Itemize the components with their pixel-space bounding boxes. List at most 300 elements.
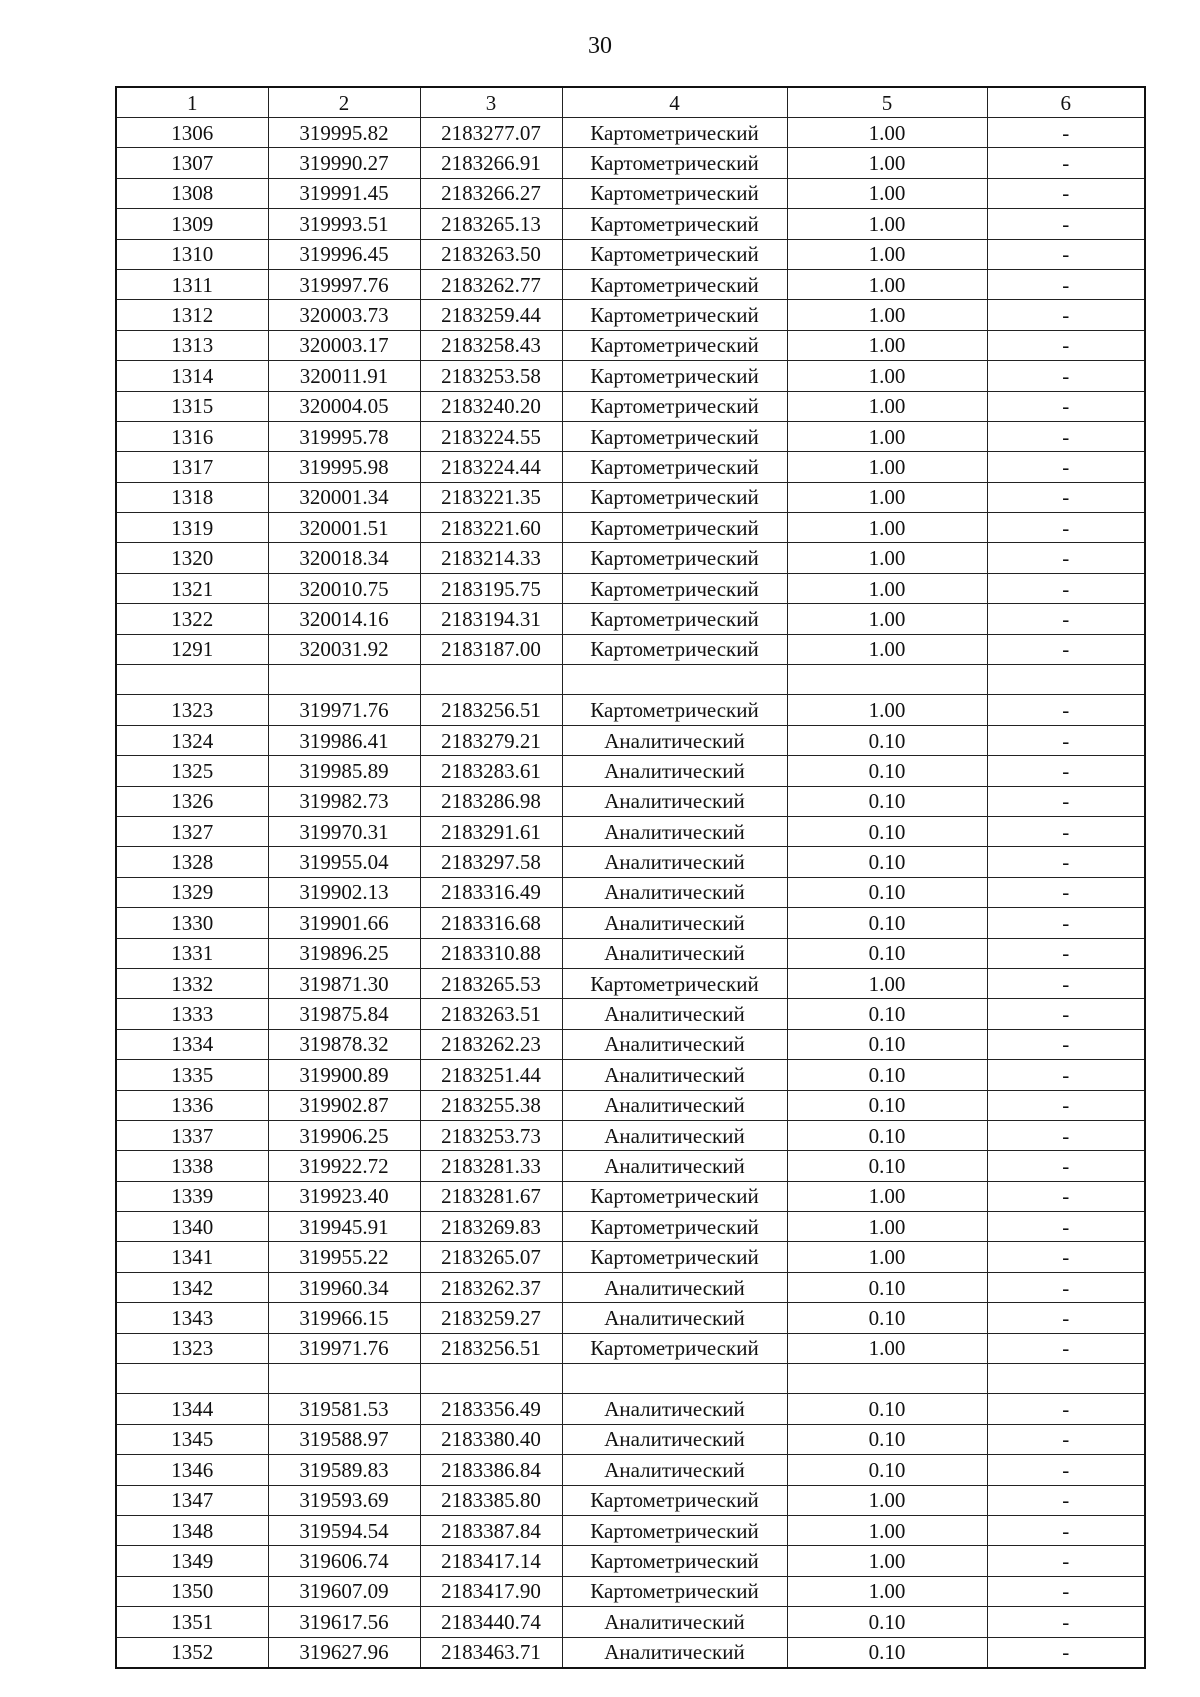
- description-cell: -: [987, 1303, 1145, 1333]
- description-cell: -: [987, 968, 1145, 998]
- x-coordinate-cell: 319902.13: [268, 877, 420, 907]
- accuracy-cell: 0.10: [787, 1090, 987, 1120]
- table-row: [116, 999, 1145, 1029]
- method-cell: Аналитический: [562, 1637, 787, 1668]
- x-coordinate-cell: 319995.98: [268, 452, 420, 482]
- page-number: 30: [588, 33, 612, 59]
- description-cell: -: [987, 938, 1145, 968]
- point-number-cell: 1317: [116, 452, 268, 482]
- point-number-cell: 1324: [116, 725, 268, 755]
- y-coordinate-cell: 2183259.27: [420, 1303, 562, 1333]
- table-row: [116, 1515, 1145, 1545]
- accuracy-cell: 1.00: [787, 1333, 987, 1363]
- description-cell: -: [987, 1090, 1145, 1120]
- method-cell: Аналитический: [562, 938, 787, 968]
- x-coordinate-cell: 319960.34: [268, 1272, 420, 1302]
- y-coordinate-cell: 2183240.20: [420, 391, 562, 421]
- method-cell: Аналитический: [562, 999, 787, 1029]
- point-number-cell: 1346: [116, 1455, 268, 1485]
- y-coordinate-cell: 2183251.44: [420, 1060, 562, 1090]
- point-number-cell: 1309: [116, 209, 268, 239]
- x-coordinate-cell: 319971.76: [268, 695, 420, 725]
- method-cell: Аналитический: [562, 877, 787, 907]
- x-coordinate-cell: 320011.91: [268, 361, 420, 391]
- y-coordinate-cell: 2183281.33: [420, 1151, 562, 1181]
- description-cell: -: [987, 877, 1145, 907]
- table-row: [116, 1242, 1145, 1272]
- table-row: [116, 482, 1145, 512]
- table-row: [116, 118, 1145, 148]
- accuracy-cell: 0.10: [787, 908, 987, 938]
- y-coordinate-cell: 2183221.35: [420, 482, 562, 512]
- table-row: [116, 573, 1145, 603]
- point-number-cell: 1291: [116, 634, 268, 664]
- description-cell: -: [987, 178, 1145, 208]
- table-row: [116, 452, 1145, 482]
- x-coordinate-cell: 319995.78: [268, 421, 420, 451]
- accuracy-cell: 1.00: [787, 178, 987, 208]
- accuracy-cell: 1.00: [787, 209, 987, 239]
- x-coordinate-cell: 319594.54: [268, 1515, 420, 1545]
- y-coordinate-cell: 2183265.07: [420, 1242, 562, 1272]
- y-coordinate-cell: 2183380.40: [420, 1424, 562, 1454]
- x-coordinate-cell: 320001.51: [268, 513, 420, 543]
- description-cell: -: [987, 1394, 1145, 1424]
- point-number-cell: 1328: [116, 847, 268, 877]
- x-coordinate-cell: 319922.72: [268, 1151, 420, 1181]
- table-row: [116, 877, 1145, 907]
- method-cell: Картометрический: [562, 543, 787, 573]
- accuracy-cell: 1.00: [787, 543, 987, 573]
- table-row: [116, 391, 1145, 421]
- accuracy-cell: 1.00: [787, 695, 987, 725]
- table-row: [116, 1485, 1145, 1515]
- x-coordinate-cell: 319955.22: [268, 1242, 420, 1272]
- method-cell: Аналитический: [562, 786, 787, 816]
- description-cell: -: [987, 421, 1145, 451]
- point-number-cell: 1312: [116, 300, 268, 330]
- column-header: 4: [562, 87, 787, 118]
- y-coordinate-cell: 2183256.51: [420, 1333, 562, 1363]
- method-cell: [562, 665, 787, 695]
- accuracy-cell: [787, 1364, 987, 1394]
- table-row: [116, 938, 1145, 968]
- accuracy-cell: 1.00: [787, 118, 987, 148]
- point-number-cell: 1329: [116, 877, 268, 907]
- description-cell: -: [987, 1455, 1145, 1485]
- method-cell: Картометрический: [562, 148, 787, 178]
- y-coordinate-cell: 2183259.44: [420, 300, 562, 330]
- table-row: [116, 513, 1145, 543]
- description-cell: -: [987, 209, 1145, 239]
- accuracy-cell: 1.00: [787, 1576, 987, 1606]
- x-coordinate-cell: 319970.31: [268, 816, 420, 846]
- y-coordinate-cell: 2183266.27: [420, 178, 562, 208]
- x-coordinate-cell: 319993.51: [268, 209, 420, 239]
- x-coordinate-cell: 319588.97: [268, 1424, 420, 1454]
- table-row: [116, 148, 1145, 178]
- accuracy-cell: 1.00: [787, 573, 987, 603]
- table-row: [116, 908, 1145, 938]
- accuracy-cell: 0.10: [787, 725, 987, 755]
- table-row: [116, 1212, 1145, 1242]
- table-row: [116, 361, 1145, 391]
- method-cell: Картометрический: [562, 178, 787, 208]
- accuracy-cell: 1.00: [787, 1546, 987, 1576]
- x-coordinate-cell: 319991.45: [268, 178, 420, 208]
- y-coordinate-cell: 2183253.58: [420, 361, 562, 391]
- method-cell: Картометрический: [562, 118, 787, 148]
- y-coordinate-cell: 2183417.90: [420, 1576, 562, 1606]
- description-cell: -: [987, 1333, 1145, 1363]
- accuracy-cell: 0.10: [787, 786, 987, 816]
- y-coordinate-cell: 2183258.43: [420, 330, 562, 360]
- table-row: [116, 1576, 1145, 1606]
- x-coordinate-cell: 319607.09: [268, 1576, 420, 1606]
- point-number-cell: 1320: [116, 543, 268, 573]
- method-cell: Аналитический: [562, 1060, 787, 1090]
- point-number-cell: 1318: [116, 482, 268, 512]
- y-coordinate-cell: 2183277.07: [420, 118, 562, 148]
- description-cell: -: [987, 1212, 1145, 1242]
- y-coordinate-cell: 2183263.51: [420, 999, 562, 1029]
- description-cell: -: [987, 543, 1145, 573]
- y-coordinate-cell: 2183385.80: [420, 1485, 562, 1515]
- point-number-cell: 1340: [116, 1212, 268, 1242]
- table-row: [116, 1424, 1145, 1454]
- table-row: [116, 1060, 1145, 1090]
- description-cell: -: [987, 300, 1145, 330]
- column-header: 2: [268, 87, 420, 118]
- accuracy-cell: 0.10: [787, 1060, 987, 1090]
- description-cell: -: [987, 482, 1145, 512]
- description-cell: [987, 665, 1145, 695]
- accuracy-cell: 1.00: [787, 482, 987, 512]
- accuracy-cell: 1.00: [787, 604, 987, 634]
- accuracy-cell: 1.00: [787, 1515, 987, 1545]
- y-coordinate-cell: 2183269.83: [420, 1212, 562, 1242]
- description-cell: -: [987, 1485, 1145, 1515]
- y-coordinate-cell: 2183195.75: [420, 573, 562, 603]
- description-cell: -: [987, 573, 1145, 603]
- x-coordinate-cell: 319617.56: [268, 1607, 420, 1637]
- table-row: [116, 1272, 1145, 1302]
- method-cell: Аналитический: [562, 756, 787, 786]
- point-number-cell: [116, 1364, 268, 1394]
- y-coordinate-cell: 2183262.37: [420, 1272, 562, 1302]
- y-coordinate-cell: 2183279.21: [420, 725, 562, 755]
- method-cell: Аналитический: [562, 1455, 787, 1485]
- point-number-cell: 1314: [116, 361, 268, 391]
- y-coordinate-cell: 2183281.67: [420, 1181, 562, 1211]
- description-cell: -: [987, 1515, 1145, 1545]
- description-cell: -: [987, 695, 1145, 725]
- method-cell: Картометрический: [562, 1546, 787, 1576]
- method-cell: Картометрический: [562, 513, 787, 543]
- y-coordinate-cell: 2183297.58: [420, 847, 562, 877]
- y-coordinate-cell: 2183224.44: [420, 452, 562, 482]
- accuracy-cell: 1.00: [787, 300, 987, 330]
- description-cell: -: [987, 1546, 1145, 1576]
- accuracy-cell: 1.00: [787, 361, 987, 391]
- point-number-cell: 1315: [116, 391, 268, 421]
- table-row: [116, 968, 1145, 998]
- table-row: [116, 786, 1145, 816]
- y-coordinate-cell: 2183214.33: [420, 543, 562, 573]
- accuracy-cell: 0.10: [787, 847, 987, 877]
- y-coordinate-cell: [420, 1364, 562, 1394]
- point-number-cell: 1313: [116, 330, 268, 360]
- description-cell: -: [987, 391, 1145, 421]
- description-cell: -: [987, 816, 1145, 846]
- point-number-cell: 1330: [116, 908, 268, 938]
- x-coordinate-cell: 320003.73: [268, 300, 420, 330]
- column-header: 5: [787, 87, 987, 118]
- description-cell: -: [987, 756, 1145, 786]
- point-number-cell: 1351: [116, 1607, 268, 1637]
- x-coordinate-cell: 319982.73: [268, 786, 420, 816]
- table-row: [116, 725, 1145, 755]
- accuracy-cell: 1.00: [787, 1242, 987, 1272]
- point-number-cell: 1339: [116, 1181, 268, 1211]
- y-coordinate-cell: 2183387.84: [420, 1515, 562, 1545]
- accuracy-cell: 1.00: [787, 634, 987, 664]
- table-row: [116, 269, 1145, 299]
- method-cell: Картометрический: [562, 1181, 787, 1211]
- table-row: [116, 1120, 1145, 1150]
- table-row: [116, 330, 1145, 360]
- table-row: [116, 178, 1145, 208]
- description-cell: -: [987, 1242, 1145, 1272]
- description-cell: -: [987, 1424, 1145, 1454]
- method-cell: Картометрический: [562, 573, 787, 603]
- x-coordinate-cell: 320004.05: [268, 391, 420, 421]
- point-number-cell: 1348: [116, 1515, 268, 1545]
- description-cell: -: [987, 908, 1145, 938]
- method-cell: Аналитический: [562, 1090, 787, 1120]
- accuracy-cell: [787, 665, 987, 695]
- accuracy-cell: 1.00: [787, 421, 987, 451]
- x-coordinate-cell: 319955.04: [268, 847, 420, 877]
- x-coordinate-cell: 320001.34: [268, 482, 420, 512]
- method-cell: Аналитический: [562, 847, 787, 877]
- x-coordinate-cell: 319995.82: [268, 118, 420, 148]
- accuracy-cell: 0.10: [787, 1272, 987, 1302]
- accuracy-cell: 0.10: [787, 1455, 987, 1485]
- point-number-cell: 1310: [116, 239, 268, 269]
- y-coordinate-cell: 2183286.98: [420, 786, 562, 816]
- x-coordinate-cell: 319875.84: [268, 999, 420, 1029]
- description-cell: -: [987, 725, 1145, 755]
- point-number-cell: 1323: [116, 695, 268, 725]
- y-coordinate-cell: 2183417.14: [420, 1546, 562, 1576]
- accuracy-cell: 0.10: [787, 1394, 987, 1424]
- x-coordinate-cell: 319971.76: [268, 1333, 420, 1363]
- accuracy-cell: 0.10: [787, 938, 987, 968]
- description-cell: -: [987, 847, 1145, 877]
- method-cell: Картометрический: [562, 1515, 787, 1545]
- method-cell: Аналитический: [562, 1151, 787, 1181]
- x-coordinate-cell: 319923.40: [268, 1181, 420, 1211]
- description-cell: -: [987, 330, 1145, 360]
- point-number-cell: 1350: [116, 1576, 268, 1606]
- method-cell: Картометрический: [562, 330, 787, 360]
- y-coordinate-cell: 2183266.91: [420, 148, 562, 178]
- method-cell: Аналитический: [562, 1272, 787, 1302]
- y-coordinate-cell: 2183221.60: [420, 513, 562, 543]
- table-header-row: [116, 87, 1145, 118]
- table-row: [116, 1151, 1145, 1181]
- coordinates-table: [115, 86, 1146, 1669]
- point-number-cell: 1341: [116, 1242, 268, 1272]
- method-cell: Аналитический: [562, 1120, 787, 1150]
- method-cell: Картометрический: [562, 209, 787, 239]
- point-number-cell: 1316: [116, 421, 268, 451]
- method-cell: Картометрический: [562, 239, 787, 269]
- x-coordinate-cell: 319986.41: [268, 725, 420, 755]
- y-coordinate-cell: 2183310.88: [420, 938, 562, 968]
- table-row: [116, 239, 1145, 269]
- y-coordinate-cell: [420, 665, 562, 695]
- y-coordinate-cell: 2183263.50: [420, 239, 562, 269]
- method-cell: Картометрический: [562, 300, 787, 330]
- x-coordinate-cell: 319627.96: [268, 1637, 420, 1668]
- description-cell: -: [987, 148, 1145, 178]
- method-cell: Картометрический: [562, 269, 787, 299]
- accuracy-cell: 0.10: [787, 1151, 987, 1181]
- method-cell: Аналитический: [562, 1424, 787, 1454]
- description-cell: -: [987, 999, 1145, 1029]
- accuracy-cell: 0.10: [787, 816, 987, 846]
- accuracy-cell: 0.10: [787, 756, 987, 786]
- description-cell: -: [987, 1637, 1145, 1668]
- x-coordinate-cell: 319901.66: [268, 908, 420, 938]
- y-coordinate-cell: 2183262.77: [420, 269, 562, 299]
- x-coordinate-cell: [268, 1364, 420, 1394]
- point-number-cell: 1343: [116, 1303, 268, 1333]
- x-coordinate-cell: 320003.17: [268, 330, 420, 360]
- y-coordinate-cell: 2183316.49: [420, 877, 562, 907]
- column-header: 6: [987, 87, 1145, 118]
- table-row: [116, 1181, 1145, 1211]
- description-cell: -: [987, 1272, 1145, 1302]
- table-row: [116, 1546, 1145, 1576]
- point-number-cell: 1327: [116, 816, 268, 846]
- x-coordinate-cell: 320031.92: [268, 634, 420, 664]
- table-row: [116, 634, 1145, 664]
- y-coordinate-cell: 2183283.61: [420, 756, 562, 786]
- table-row: [116, 756, 1145, 786]
- y-coordinate-cell: 2183463.71: [420, 1637, 562, 1668]
- accuracy-cell: 1.00: [787, 148, 987, 178]
- method-cell: Аналитический: [562, 1394, 787, 1424]
- y-coordinate-cell: 2183255.38: [420, 1090, 562, 1120]
- column-header: 1: [116, 87, 268, 118]
- table-row: [116, 604, 1145, 634]
- method-cell: Аналитический: [562, 816, 787, 846]
- y-coordinate-cell: 2183440.74: [420, 1607, 562, 1637]
- x-coordinate-cell: 319896.25: [268, 938, 420, 968]
- y-coordinate-cell: 2183262.23: [420, 1029, 562, 1059]
- point-number-cell: 1335: [116, 1060, 268, 1090]
- method-cell: Аналитический: [562, 725, 787, 755]
- accuracy-cell: 1.00: [787, 330, 987, 360]
- accuracy-cell: 1.00: [787, 269, 987, 299]
- table-row: [116, 1455, 1145, 1485]
- x-coordinate-cell: 319997.76: [268, 269, 420, 299]
- accuracy-cell: 1.00: [787, 452, 987, 482]
- method-cell: Картометрический: [562, 1576, 787, 1606]
- x-coordinate-cell: 319878.32: [268, 1029, 420, 1059]
- point-number-cell: 1347: [116, 1485, 268, 1515]
- description-cell: -: [987, 1607, 1145, 1637]
- point-number-cell: 1319: [116, 513, 268, 543]
- x-coordinate-cell: 320010.75: [268, 573, 420, 603]
- point-number-cell: 1311: [116, 269, 268, 299]
- table-row: [116, 543, 1145, 573]
- x-coordinate-cell: 319996.45: [268, 239, 420, 269]
- table-row: [116, 695, 1145, 725]
- description-cell: -: [987, 1151, 1145, 1181]
- y-coordinate-cell: 2183187.00: [420, 634, 562, 664]
- y-coordinate-cell: 2183356.49: [420, 1394, 562, 1424]
- description-cell: -: [987, 452, 1145, 482]
- table-row: [116, 1394, 1145, 1424]
- method-cell: Картометрический: [562, 695, 787, 725]
- method-cell: Картометрический: [562, 968, 787, 998]
- table-row: [116, 1364, 1145, 1394]
- point-number-cell: 1321: [116, 573, 268, 603]
- method-cell: Аналитический: [562, 908, 787, 938]
- accuracy-cell: 1.00: [787, 391, 987, 421]
- accuracy-cell: 1.00: [787, 513, 987, 543]
- description-cell: -: [987, 269, 1145, 299]
- method-cell: Картометрический: [562, 482, 787, 512]
- accuracy-cell: 0.10: [787, 1424, 987, 1454]
- table-body: [116, 118, 1145, 1668]
- accuracy-cell: 0.10: [787, 1607, 987, 1637]
- table-row: [116, 847, 1145, 877]
- accuracy-cell: 0.10: [787, 1029, 987, 1059]
- y-coordinate-cell: 2183253.73: [420, 1120, 562, 1150]
- y-coordinate-cell: 2183194.31: [420, 604, 562, 634]
- x-coordinate-cell: 319581.53: [268, 1394, 420, 1424]
- point-number-cell: 1338: [116, 1151, 268, 1181]
- y-coordinate-cell: 2183265.53: [420, 968, 562, 998]
- accuracy-cell: 0.10: [787, 1637, 987, 1668]
- description-cell: -: [987, 1060, 1145, 1090]
- description-cell: -: [987, 239, 1145, 269]
- method-cell: Картометрический: [562, 452, 787, 482]
- accuracy-cell: 0.10: [787, 1303, 987, 1333]
- description-cell: -: [987, 604, 1145, 634]
- method-cell: Картометрический: [562, 1485, 787, 1515]
- point-number-cell: 1326: [116, 786, 268, 816]
- accuracy-cell: 0.10: [787, 877, 987, 907]
- method-cell: Картометрический: [562, 361, 787, 391]
- point-number-cell: 1323: [116, 1333, 268, 1363]
- method-cell: Картометрический: [562, 1242, 787, 1272]
- table-row: [116, 1090, 1145, 1120]
- point-number-cell: 1337: [116, 1120, 268, 1150]
- point-number-cell: 1342: [116, 1272, 268, 1302]
- x-coordinate-cell: 319900.89: [268, 1060, 420, 1090]
- point-number-cell: 1306: [116, 118, 268, 148]
- table-row: [116, 816, 1145, 846]
- description-cell: -: [987, 1029, 1145, 1059]
- description-cell: -: [987, 513, 1145, 543]
- x-coordinate-cell: 319966.15: [268, 1303, 420, 1333]
